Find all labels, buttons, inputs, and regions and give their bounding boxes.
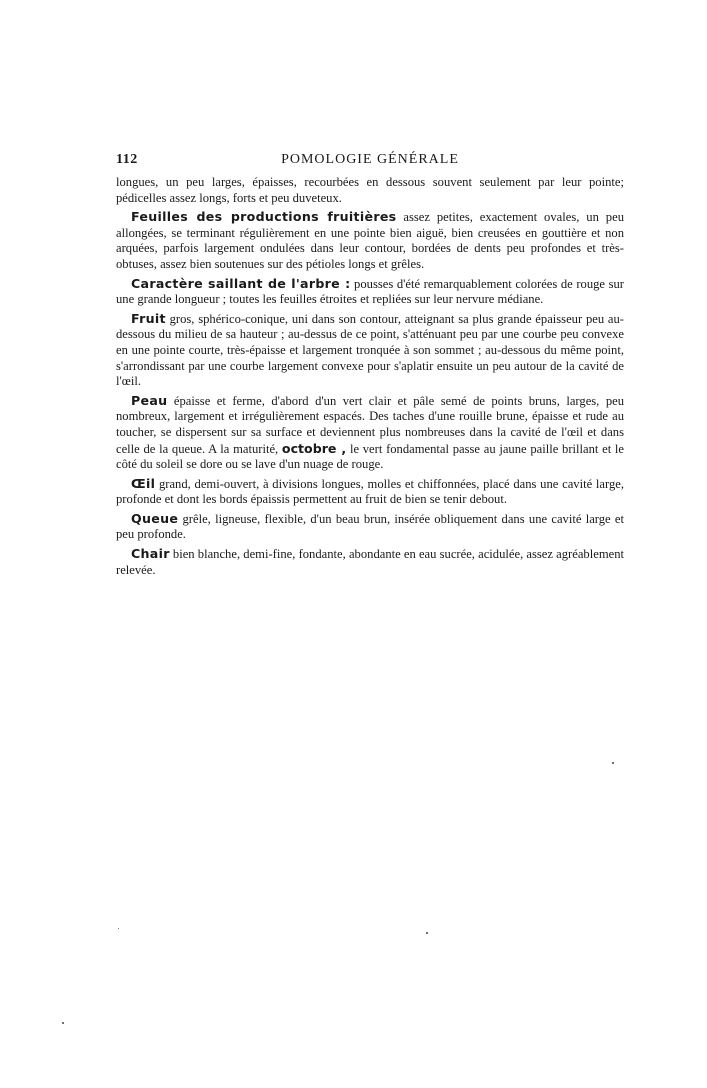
paragraph-lead: Œil — [131, 475, 156, 491]
scan-speck — [62, 1022, 64, 1024]
paragraph-text: gros, sphérico-conique, uni dans son contour, atteignant sa plus grande épaisseur peu au-dessous du milieu de sa hauteur ; au-dessus de ce point, s'atténuant peu par une courbe peu convexe en une pointe courte, très-épaisse et largement tronquée à son sommet ; au-dessous du même point, s'arrondissant par une courbe largement convexe pour s'aplatir ensuite un peu autour de la cavité de l'œil. — [116, 311, 624, 389]
paragraph-fruit — [116, 311, 624, 390]
paragraph-text: bien blanche, demi-fine, fondante, abondante en eau sucrée, acidulée, assez agréablement relevée. — [116, 547, 624, 577]
page-number: 112 — [116, 152, 138, 167]
running-title: POMOLOGIE GÉNÉRALE — [281, 152, 459, 167]
scan-speck — [612, 762, 614, 764]
paragraph-feuilles — [116, 209, 624, 272]
continuation-paragraph: longues, un peu larges, épaisses, recourbées en dessous souvent seulement par leur pointe; pédicelles assez longs, forts et peu duveteux. — [116, 175, 624, 205]
paragraph-text: grand, demi-ouvert, à divisions longues, molles et chiffonnées, placé dans une cavité large, profonde et dont les bords épaissis permettent au fruit de bien se tenir debout. — [116, 476, 624, 507]
paragraph-queue — [116, 511, 624, 543]
paragraph-lead: Peau — [131, 392, 168, 408]
paragraph-chair — [116, 546, 624, 578]
scan-speck — [426, 932, 428, 934]
paragraph-text: grêle, ligneuse, flexible, d'un beau brun, insérée obliquement dans une cavité large et peu profonde. — [116, 511, 624, 542]
paragraph-lead: Fruit — [131, 310, 166, 326]
paragraph-lead: Queue — [131, 510, 179, 526]
paragraph-text: épaisse et ferme, d'abord d'un vert clair et pâle semé de points bruns, larges, peu nombreux, largement et irrégulièrement espacés. Des taches d'une rouille brune, épaisse et rude au toucher, se dispersent sur sa surface et deviennent plus nombreuses dans la cavité de l'œil et dans celle de la queue. A la maturité, — [116, 393, 624, 456]
paragraph-text: le vert fondamental passe au jaune paille brillant et le côté du soleil se dore ou se lave d'un nuage de rouge. — [116, 441, 625, 472]
paragraph-text: pousses d'été remarquablement colorées de rouge sur une grande longueur ; toutes les feuilles étroites et repliées sur leur nervure médiane. — [116, 276, 624, 307]
paragraph-lead: Chair — [131, 546, 170, 562]
paragraph-caractere — [116, 276, 624, 308]
scan-speck — [118, 928, 119, 929]
page-header — [116, 152, 624, 172]
paragraph-peau — [116, 393, 624, 473]
body-text — [116, 175, 624, 578]
paragraph-lead: Feuilles des productions fruitières — [131, 209, 397, 225]
paragraph-oeil — [116, 476, 624, 508]
paragraph-text: assez petites, exactement ovales, un peu allongées, se terminant régulièrement en une pointe bien aiguë, bien creusées en gouttière et non arquées, parfois largement ondulées dans leur contour, bordées de dents peu profondes et très-obtuses, assez bien soutenues sur des pétioles longs et grêles. — [116, 210, 624, 271]
maturity-month: octobre , — [281, 440, 347, 456]
paragraph-lead: Caractère saillant de l'arbre : — [131, 275, 351, 291]
